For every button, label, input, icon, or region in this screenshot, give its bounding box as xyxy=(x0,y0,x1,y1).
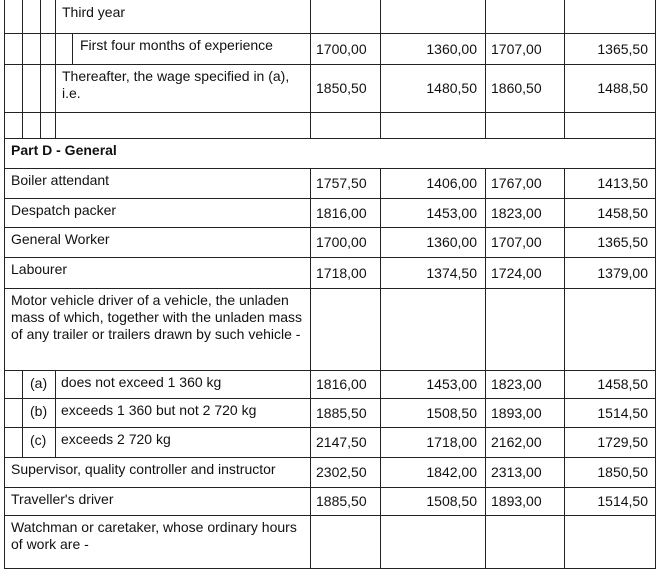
column-divider xyxy=(485,370,486,399)
column-divider xyxy=(380,288,381,371)
column-divider xyxy=(380,398,381,428)
column-divider xyxy=(655,515,656,569)
wage-value: 1893,00 xyxy=(491,405,542,421)
row-label: Third year xyxy=(62,4,126,20)
row-label: Watchman or caretaker, whose ordinary hours of work are - xyxy=(11,519,297,552)
wage-value: 1508,50 xyxy=(426,405,477,421)
column-divider xyxy=(310,257,311,289)
column-divider xyxy=(4,257,5,289)
row-label: exceeds 2 720 kg xyxy=(61,431,171,447)
row-label: General Worker xyxy=(11,231,110,247)
row-label: Motor vehicle driver of a vehicle, the unladen mass of which, together with the unladen mass of any trailer or trailers drawn by such vehicle - xyxy=(11,292,303,342)
row-divider xyxy=(4,288,656,289)
column-divider xyxy=(310,427,311,458)
wage-value: 2313,00 xyxy=(491,464,542,480)
wage-value: 1480,50 xyxy=(426,80,477,96)
column-divider xyxy=(40,112,41,139)
wage-value: 1453,00 xyxy=(426,376,477,392)
column-divider xyxy=(485,112,486,139)
wage-value: 1860,50 xyxy=(491,80,542,96)
column-divider xyxy=(4,370,5,399)
row-marker: (b) xyxy=(30,403,48,419)
wage-value: 1885,50 xyxy=(316,405,367,421)
wage-value: 1816,00 xyxy=(316,376,367,392)
row-divider xyxy=(4,168,656,169)
wage-value: 1700,00 xyxy=(316,41,367,57)
column-divider xyxy=(655,198,656,228)
wage-value: 1458,50 xyxy=(597,376,648,392)
wage-value: 1823,00 xyxy=(491,205,542,221)
row-divider xyxy=(4,398,656,399)
column-divider xyxy=(22,370,23,399)
column-divider xyxy=(655,138,656,169)
wage-value: 2147,50 xyxy=(316,434,367,450)
column-divider xyxy=(310,457,311,488)
column-divider xyxy=(310,112,311,139)
column-divider xyxy=(55,64,56,113)
row-divider xyxy=(4,487,656,488)
wage-value: 1842,00 xyxy=(426,464,477,480)
column-divider xyxy=(564,370,565,399)
wage-value: 1707,00 xyxy=(491,234,542,250)
column-divider xyxy=(4,0,5,34)
column-divider xyxy=(485,515,486,569)
wage-value: 1718,00 xyxy=(426,434,477,450)
column-divider xyxy=(485,227,486,258)
wage-value: 1360,00 xyxy=(426,234,477,250)
wage-value: 1374,50 xyxy=(426,265,477,281)
column-divider xyxy=(485,168,486,199)
wage-value: 1508,50 xyxy=(426,493,477,509)
column-divider xyxy=(655,0,656,34)
row-divider xyxy=(4,227,656,228)
wage-value: 1707,00 xyxy=(491,41,542,57)
column-divider xyxy=(55,427,56,458)
column-divider xyxy=(55,370,56,399)
row-label: Despatch packer xyxy=(11,202,117,218)
wage-value: 1365,50 xyxy=(597,234,648,250)
row-divider xyxy=(4,370,656,371)
column-divider xyxy=(4,427,5,458)
column-divider xyxy=(310,0,311,34)
wage-value: 1514,50 xyxy=(597,405,648,421)
column-divider xyxy=(72,33,73,65)
column-divider xyxy=(310,198,311,228)
column-divider xyxy=(22,33,23,65)
column-divider xyxy=(655,112,656,139)
column-divider xyxy=(564,0,565,34)
column-divider xyxy=(485,64,486,113)
row-divider xyxy=(4,257,656,258)
column-divider xyxy=(310,33,311,65)
column-divider xyxy=(485,33,486,65)
row-label: Boiler attendant xyxy=(11,172,110,188)
column-divider xyxy=(22,427,23,458)
column-divider xyxy=(380,0,381,34)
column-divider xyxy=(485,457,486,488)
wage-value: 1850,50 xyxy=(316,80,367,96)
wage-value: 1823,00 xyxy=(491,376,542,392)
row-divider xyxy=(4,33,656,34)
row-label: does not exceed 1 360 kg xyxy=(61,374,222,390)
column-divider xyxy=(380,427,381,458)
wage-value: 1365,50 xyxy=(597,41,648,57)
column-divider xyxy=(380,198,381,228)
wage-value: 1700,00 xyxy=(316,234,367,250)
column-divider xyxy=(310,227,311,258)
column-divider xyxy=(4,515,5,569)
column-divider xyxy=(655,257,656,289)
column-divider xyxy=(4,64,5,113)
column-divider xyxy=(380,487,381,516)
column-divider xyxy=(4,33,5,65)
wage-value: 1767,00 xyxy=(491,175,542,191)
wage-value: 1458,50 xyxy=(597,205,648,221)
column-divider xyxy=(40,33,41,65)
column-divider xyxy=(564,398,565,428)
row-label: Thereafter, the wage specified in (a), i.e. xyxy=(62,68,290,101)
column-divider xyxy=(655,370,656,399)
row-label: Labourer xyxy=(11,261,68,277)
row-divider xyxy=(4,515,656,516)
column-divider xyxy=(22,112,23,139)
column-divider xyxy=(380,515,381,569)
column-divider xyxy=(655,427,656,458)
column-divider xyxy=(55,112,56,139)
row-divider xyxy=(4,138,656,139)
column-divider xyxy=(380,33,381,65)
column-divider xyxy=(55,398,56,428)
column-divider xyxy=(310,370,311,399)
wage-value: 2162,00 xyxy=(491,434,542,450)
column-divider xyxy=(564,64,565,113)
column-divider xyxy=(380,457,381,488)
column-divider xyxy=(485,288,486,371)
column-divider xyxy=(4,288,5,371)
wage-value: 1379,00 xyxy=(597,265,648,281)
column-divider xyxy=(655,398,656,428)
column-divider xyxy=(4,198,5,228)
row-label: Traveller's driver xyxy=(11,491,114,507)
row-label: First four months of experience xyxy=(80,37,273,53)
wage-value: 1885,50 xyxy=(316,493,367,509)
column-divider xyxy=(564,427,565,458)
column-divider xyxy=(22,64,23,113)
column-divider xyxy=(4,112,5,139)
row-divider xyxy=(4,198,656,199)
wage-value: 1850,50 xyxy=(597,464,648,480)
wage-value: 1757,50 xyxy=(316,175,367,191)
column-divider xyxy=(564,515,565,569)
wage-value: 1488,50 xyxy=(597,80,648,96)
column-divider xyxy=(485,427,486,458)
column-divider xyxy=(655,64,656,113)
row-divider xyxy=(4,457,656,458)
column-divider xyxy=(4,138,5,169)
column-divider xyxy=(380,64,381,113)
column-divider xyxy=(380,257,381,289)
row-label: Supervisor, quality controller and instructor xyxy=(11,461,276,477)
column-divider xyxy=(655,457,656,488)
column-divider xyxy=(4,398,5,428)
wage-value: 1360,00 xyxy=(426,41,477,57)
column-divider xyxy=(310,487,311,516)
row-divider xyxy=(4,64,656,65)
column-divider xyxy=(55,0,56,34)
column-divider xyxy=(655,288,656,371)
column-divider xyxy=(22,398,23,428)
wage-value: 1718,00 xyxy=(316,265,367,281)
column-divider xyxy=(55,33,56,65)
column-divider xyxy=(485,257,486,289)
column-divider xyxy=(4,227,5,258)
wage-value: 1893,00 xyxy=(491,493,542,509)
column-divider xyxy=(655,168,656,199)
column-divider xyxy=(310,168,311,199)
column-divider xyxy=(564,198,565,228)
column-divider xyxy=(485,398,486,428)
column-divider xyxy=(564,288,565,371)
column-divider xyxy=(485,0,486,34)
column-divider xyxy=(655,487,656,516)
column-divider xyxy=(564,487,565,516)
column-divider xyxy=(564,168,565,199)
wage-value: 1816,00 xyxy=(316,205,367,221)
row-marker: (a) xyxy=(30,375,48,391)
column-divider xyxy=(310,64,311,113)
column-divider xyxy=(380,370,381,399)
row-label: Part D - General xyxy=(11,142,117,158)
row-divider xyxy=(4,568,656,569)
column-divider xyxy=(4,487,5,516)
column-divider xyxy=(40,0,41,34)
column-divider xyxy=(310,515,311,569)
wage-value: 1724,00 xyxy=(491,265,542,281)
column-divider xyxy=(380,168,381,199)
column-divider xyxy=(380,112,381,139)
column-divider xyxy=(4,457,5,488)
column-divider xyxy=(564,257,565,289)
wage-value: 1514,50 xyxy=(597,493,648,509)
column-divider xyxy=(22,0,23,34)
column-divider xyxy=(485,487,486,516)
wage-value: 1453,00 xyxy=(426,205,477,221)
column-divider xyxy=(310,398,311,428)
wage-value: 2302,50 xyxy=(316,464,367,480)
column-divider xyxy=(655,33,656,65)
column-divider xyxy=(4,168,5,199)
wage-value: 1413,50 xyxy=(597,175,648,191)
column-divider xyxy=(380,227,381,258)
column-divider xyxy=(655,227,656,258)
row-divider xyxy=(4,427,656,428)
column-divider xyxy=(564,457,565,488)
row-divider xyxy=(4,112,656,113)
column-divider xyxy=(564,33,565,65)
column-divider xyxy=(564,227,565,258)
wage-value: 1729,50 xyxy=(597,434,648,450)
row-marker: (c) xyxy=(30,432,47,448)
row-label: exceeds 1 360 but not 2 720 kg xyxy=(61,402,257,418)
column-divider xyxy=(564,112,565,139)
wage-value: 1406,00 xyxy=(426,175,477,191)
column-divider xyxy=(40,64,41,113)
column-divider xyxy=(310,288,311,371)
column-divider xyxy=(485,198,486,228)
